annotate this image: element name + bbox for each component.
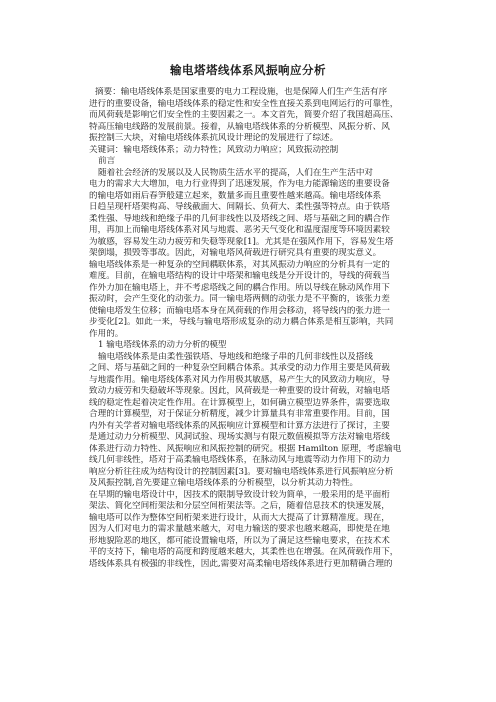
text-line: 塔线体系具有极强的非线性，因此,需要对高柔输电塔线体系进行更加精确合理的 bbox=[89, 558, 393, 569]
text-line: 形地貌险恶的地区，都可能设置输电塔，所以为了满足这些输电要求，在技术术 bbox=[89, 535, 390, 546]
text-line: 为敏感，容易发生动力疲劳和失稳等现象[1]。尤其是在强风作用下，容易发生塔 bbox=[89, 236, 394, 247]
text-line: 架法、简化空间桁架法和分层空间桁架法等。之后，随着信息技术的快速发展， bbox=[89, 501, 390, 511]
text-line: 使输电塔发生位移；而输电塔本身在风荷载的作用会移动，将导线内的张力进一 bbox=[89, 305, 390, 316]
text-line: 作外力加在输电塔上，并不考虑塔线之间的耦合作用。所以导线在脉动风作用下 bbox=[89, 282, 390, 293]
text-line: 随着社会经济的发展以及人民物质生活水平的提高，人们在生产生活中对 bbox=[98, 167, 374, 178]
text-line: 线的稳定性起着决定性作用。在计算模型上，如何确立模型边界条件，需要选取 bbox=[89, 397, 390, 408]
text-line: 输电塔可以作为整体空间桁架来进行设计，从而大大提高了计算精准度。现在， bbox=[89, 512, 390, 523]
text-line: 而风荷载是影响它们安全性的主要因素之一。本文首先，简要介绍了我国超高压、 bbox=[89, 110, 399, 120]
text-line: 的输电塔如雨后春笋般建立起来，数量多而且重要性越来越高。输电塔线体系 bbox=[89, 190, 382, 201]
text-line: 因为人们对电力的需求量越来越大，对电力输送的要求也越来越高，即使是在地 bbox=[89, 524, 390, 534]
text-line: 线几何非线性，塔对于高柔输电塔线体系，在脉动风与地震等动力作用下的动力 bbox=[89, 455, 390, 465]
text-line: 输电塔线体系是由柔性强铁塔、导地线和绝缘子串的几何非线性以及搭线 bbox=[98, 351, 374, 362]
text-line: 是通过动力分析模型、风洞试验、现场实测与有限元数值模拟等方法对输电塔线 bbox=[89, 432, 390, 442]
text-line: 体系进行动力特性、风振响应和风振控制的研究。根据 Hamilton 原理，考虑输电 bbox=[89, 443, 402, 454]
text-line: 难度。目前，在输电塔结构的设计中塔架和输电线是分开设计的，导线的荷载当 bbox=[89, 271, 390, 281]
text-line: 振控制三大块，对输电塔线体系抗风设计理论的发展进行了综述。 bbox=[89, 133, 339, 143]
text-line: 致动力疲劳和失稳破坏等现象。因此，风荷载是一种重要的设计荷载，对输电塔 bbox=[89, 386, 390, 396]
text-line: 摘要：输电塔线体系是国家重要的电力工程设施，也是保障人们生产生活有序 bbox=[95, 87, 388, 97]
text-line: 用，再加上而输电塔线体系对风与地震、恶劣天气变化和温度湿度等环境因素较 bbox=[89, 225, 390, 235]
text-line: 输电塔线体系是一种复杂的空间耦联体系，对其风振动力响应的分析具有一定的 bbox=[89, 259, 390, 270]
text-line: 之间、塔与基础之间的一种复杂空间耦合体系。其承受的动力作用主要是风荷载 bbox=[89, 363, 390, 373]
text-line: 柔性强、导地线和绝缘子串的几何非线性以及塔线之间、塔与基础之间的耦合作 bbox=[89, 213, 390, 224]
text-line: 日趋呈现杆塔架构高、导线截面大、间隔长、负荷大、柔性强等特点。由于铁塔 bbox=[89, 202, 390, 212]
text-line: 1 输电塔线体系的动力分析的模型 bbox=[98, 340, 227, 350]
text-line: 及风振控制,首先要建立输电塔线体系的分析模型，以分析其动力特性。 bbox=[89, 478, 359, 488]
text-line: 特高压输电线路的发展前景。接着，从输电塔线体系的分析模型、风振分析、风 bbox=[89, 121, 390, 132]
text-line: 与地震作用。输电塔线体系对风力作用极其敏感，易产生大的风致动力响应，导 bbox=[89, 374, 390, 385]
text-line: 内外有关学者对输电塔线体系的风振响应计算模型和计算方法进行了探讨，主要 bbox=[89, 420, 390, 431]
text-line: 关键词：输电塔线体系；动力特性；风致动力响应；风致振动控制 bbox=[89, 144, 339, 155]
text-line: 步变化[2]。如此一来，导线与输电塔形成复杂的动力耦合体系是相互影响，共同 bbox=[89, 317, 394, 327]
text-line: 电力的需求大大增加，电力行业得到了迅速发展，作为电力能源输送的重要设备 bbox=[89, 179, 390, 189]
text-line: 作用的。 bbox=[89, 328, 124, 339]
text-line: 合理的计算模型，对于保证分析精度，减少计算量具有非常重要作用。目前，国 bbox=[89, 409, 390, 419]
text-line: 在早期的输电塔设计中，因技术的限制导致设计较为简单，一般采用的是平面桁 bbox=[89, 489, 390, 500]
document-title: 输电塔塔线体系风振响应分析 bbox=[170, 63, 326, 77]
text-line: 振动时，会产生变化的动张力。同一输电塔两侧的动张力是不平衡的，该张力差 bbox=[89, 294, 390, 304]
text-line: 响应分析往往成为结构设计的控制因素[3]。要对输电塔线体系进行风振响应分析 bbox=[89, 466, 394, 477]
text-line: 平的支持下，输电塔的高度和跨度越来越大，其柔性也在增强。在风荷载作用下， bbox=[89, 547, 399, 557]
text-line: 进行的重要设备，输电塔线体系的稳定性和安全性直接关系到电网运行的可靠性， bbox=[89, 98, 399, 109]
text-line: 前言 bbox=[98, 156, 116, 166]
text-line: 架倒塌，损毁等事故。因此，对输电塔风荷载进行研究具有重要的现实意义。 bbox=[89, 248, 382, 258]
